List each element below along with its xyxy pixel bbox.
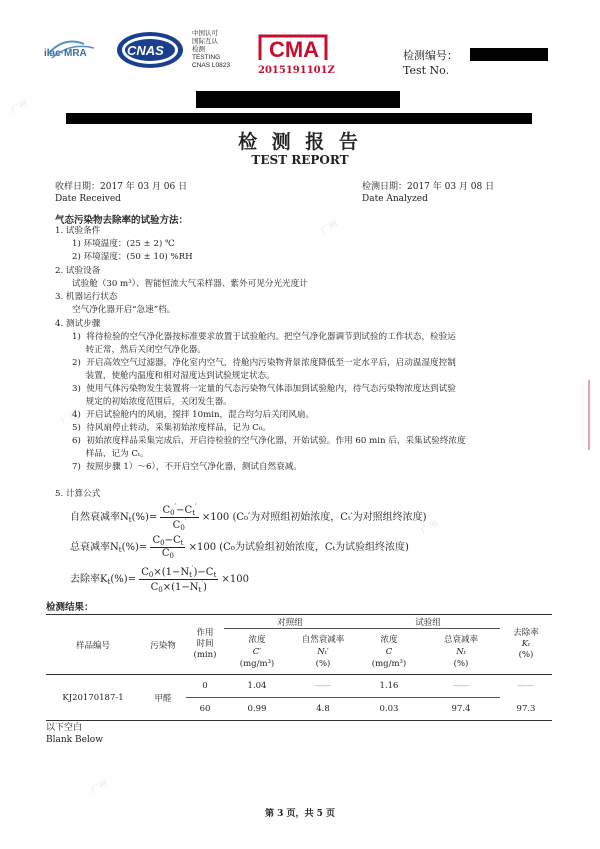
step-line: 规定的初始浓度范围后，关闭发生器。 bbox=[72, 397, 232, 407]
date-analyzed-en: Date Analyzed bbox=[362, 194, 428, 204]
cma-emblem-icon bbox=[256, 30, 332, 64]
section-title: 1. 试验条件 bbox=[55, 226, 101, 236]
redacted-block bbox=[66, 113, 532, 124]
section-title: 2. 试验设备 bbox=[55, 266, 101, 276]
blank-below-en: Blank Below bbox=[46, 735, 103, 745]
cnas-logo bbox=[116, 30, 186, 70]
header-line: C′ bbox=[252, 646, 262, 657]
report-title-cn: 检 测 报 告 bbox=[238, 131, 362, 153]
method-heading: 气态污染物去除率的试验方法： bbox=[55, 215, 189, 226]
step-line: 转正常，然后关闭空气净化器。 bbox=[72, 345, 206, 355]
test-no-label-en: Test No. bbox=[403, 64, 450, 77]
header-line: (%) bbox=[453, 658, 469, 669]
col-time-line: 作用 bbox=[196, 628, 214, 638]
formula-note: ×100 (C₀为试验组初始浓度，Cₜ为试验组终浓度) bbox=[188, 542, 409, 553]
watermark: 广州 bbox=[419, 518, 441, 537]
header-line: 浓度 bbox=[248, 634, 266, 645]
formula-note: ×100 (C₀′为对照组初始浓度，Cₜ′为对照组终浓度) bbox=[201, 512, 427, 523]
steps-list bbox=[72, 331, 562, 474]
formula-natural-decay: 自然衰减率$N_t(\%)=$ $\frac{C_0'-C_t'}{C_0'}$ ×100 (C₀′为对照组初始浓度，Cₜ′为对照组终浓度) bbox=[70, 503, 427, 532]
date-received-en: Date Received bbox=[55, 194, 121, 204]
blank-below-cn: 以下空白 bbox=[46, 723, 83, 733]
cnas-logo-text: CNAS bbox=[127, 43, 164, 58]
svg-text:CMA: CMA bbox=[268, 37, 320, 62]
step-line: 样品，记为 Cₜ。 bbox=[72, 449, 149, 459]
cnas-info-line: CNAS L0823 bbox=[192, 62, 230, 69]
ilac-logo-text: ilac·MRA bbox=[44, 48, 87, 59]
ilac-mra-logo bbox=[44, 34, 106, 62]
formula-note: ×100 bbox=[221, 574, 249, 585]
date-received-cn: 收样日期：2017 年 03 月 06 日 bbox=[55, 182, 188, 192]
header-line: (mg/m³) bbox=[371, 658, 407, 669]
table-row bbox=[46, 675, 552, 698]
col-pollutant-header: 污染物 bbox=[140, 615, 186, 675]
cnas-info-line: TESTING bbox=[192, 54, 221, 61]
results-table bbox=[46, 614, 552, 721]
condition-item: 1) 环境温度：(25 ± 2) ℃ bbox=[72, 239, 175, 249]
cma-number: 2015191101Z bbox=[258, 65, 335, 76]
step-line: 2) 开启高效空气过滤器，净化室内空气，待舱内污染物背景浓度降低至一定水平后，启动温湿度控制 bbox=[72, 358, 456, 368]
step-line: 5) 待风扇停止转动，采集初始浓度样品，记为 C₀。 bbox=[72, 423, 271, 433]
header-line: C bbox=[385, 646, 393, 657]
section-title: 5. 计算公式 bbox=[55, 489, 101, 499]
col-removal-line: (%) bbox=[518, 650, 534, 660]
seal-fragment bbox=[588, 380, 600, 450]
conc-control-cell: 0.99 bbox=[224, 698, 290, 721]
group-control-header: 对照组 bbox=[224, 615, 356, 629]
header-line: 浓度 bbox=[380, 634, 398, 645]
removal-cell: —— bbox=[517, 681, 535, 692]
step-line: 4) 开启试验舱内的风扇，搅拌 10min，混合均匀后关闭风扇。 bbox=[72, 410, 315, 420]
machine-state-text: 空气净化器开启“急速”档。 bbox=[72, 305, 176, 315]
step-line: 装置，使舱内温度和相对湿度达到试验规定状态。 bbox=[72, 371, 275, 381]
equipment-text: 试验舱（30 m³）、智能恒流大气采样器、紫外可见分光光度计 bbox=[72, 279, 308, 289]
page-number: 第 3 页，共 5 页 bbox=[264, 809, 336, 819]
natural-cell: 4.8 bbox=[290, 698, 356, 721]
header-line: (%) bbox=[315, 658, 331, 669]
col-time-header bbox=[186, 615, 224, 675]
cnas-info bbox=[192, 30, 252, 70]
formula-removal: 去除率$K_t(\%)=$ $\frac{C_0\times(1-N_t')-C_t}{C_0\times(1-N_t')}$ ×100 bbox=[70, 565, 249, 594]
step-line: 1) 将待检验的空气净化器按标准要求放置于试验舱内。把空气净化器调节到试验的工作状态，检验运 bbox=[72, 332, 456, 342]
header-line: 自然衰减率 bbox=[301, 634, 345, 645]
col-removal-header bbox=[500, 615, 552, 675]
test-no-label-cn: 检测编号： bbox=[403, 49, 458, 62]
sample-id-cell: KJ20170187-1 bbox=[46, 675, 140, 721]
redacted-block bbox=[196, 91, 400, 108]
watermark: 广州 bbox=[59, 408, 81, 427]
formula-label: 去除率K bbox=[70, 574, 108, 585]
pollutant-cell: 甲醛 bbox=[140, 675, 186, 721]
report-title-en: TEST REPORT bbox=[251, 153, 349, 167]
removal-cell: 97.3 bbox=[500, 698, 552, 721]
section-title: 3. 机器运行状态 bbox=[55, 292, 118, 302]
col-removal-line: 去除率 bbox=[513, 628, 539, 638]
header-line: Nₜ′ bbox=[317, 646, 329, 657]
col-sample-header: 样品编号 bbox=[46, 615, 140, 675]
formula-label: 总衰减率N bbox=[70, 542, 119, 553]
col-total-header bbox=[422, 629, 500, 675]
cma-logo bbox=[256, 30, 335, 78]
header-line: (mg/m³) bbox=[239, 658, 275, 669]
conc-test-cell: 1.16 bbox=[379, 681, 399, 691]
step-line: 6) 初始浓度样品采集完成后，开启待检验的空气净化器，开始试验。作用 60 min 后，采集试验终浓度 bbox=[72, 436, 466, 446]
col-conc-test-header bbox=[356, 629, 422, 675]
formula-total-decay: 总衰减率$N_t(\%)=$ $\frac{C_0-C_t}{C_0}$ ×100 (C₀为试验组初始浓度，Cₜ为试验组终浓度) bbox=[70, 535, 409, 560]
total-cell: 97.4 bbox=[422, 698, 500, 721]
step-line: 3) 使用气体污染物发生装置将一定量的气态污染物气体添加到试验舱内，待气态污染物浓度达到试验 bbox=[72, 384, 456, 394]
watermark: 广州 bbox=[319, 218, 341, 237]
time-cell: 60 bbox=[186, 698, 224, 721]
watermark: 广州 bbox=[89, 778, 111, 797]
col-time-line: (min) bbox=[193, 650, 217, 660]
step-line: 7) 按照步骤 1）～6），不开启空气净化器，测试自然衰减。 bbox=[72, 462, 302, 472]
header-line: 总衰减率 bbox=[443, 634, 478, 645]
total-cell: —— bbox=[452, 681, 470, 691]
cnas-info-line: 中国认可 bbox=[192, 30, 218, 37]
watermark: 广州 bbox=[9, 98, 31, 117]
redacted-test-no bbox=[470, 48, 548, 61]
natural-cell: —— bbox=[314, 681, 332, 691]
section-title: 4. 测试步骤 bbox=[55, 319, 101, 329]
condition-item: 2) 环境湿度：(50 ± 10) %RH bbox=[72, 252, 193, 262]
header-line: Nₜ bbox=[456, 646, 466, 657]
results-heading: 检测结果： bbox=[46, 602, 94, 613]
time-cell: 0 bbox=[202, 681, 208, 691]
col-conc-control-header bbox=[224, 629, 290, 675]
conc-control-cell: 1.04 bbox=[247, 681, 267, 691]
group-test-header: 试验组 bbox=[356, 615, 500, 629]
date-analyzed-cn: 检测日期：2017 年 03 月 08 日 bbox=[362, 182, 495, 192]
cnas-info-line: 国际互认 bbox=[192, 38, 218, 45]
col-removal-line: Kₜ bbox=[521, 639, 531, 649]
formula-label: 自然衰减率N bbox=[70, 512, 129, 523]
col-natural-header bbox=[290, 629, 356, 675]
conc-test-cell: 0.03 bbox=[356, 698, 422, 721]
cnas-info-line: 检测 bbox=[192, 46, 205, 53]
col-time-line: 时间 bbox=[196, 639, 214, 649]
